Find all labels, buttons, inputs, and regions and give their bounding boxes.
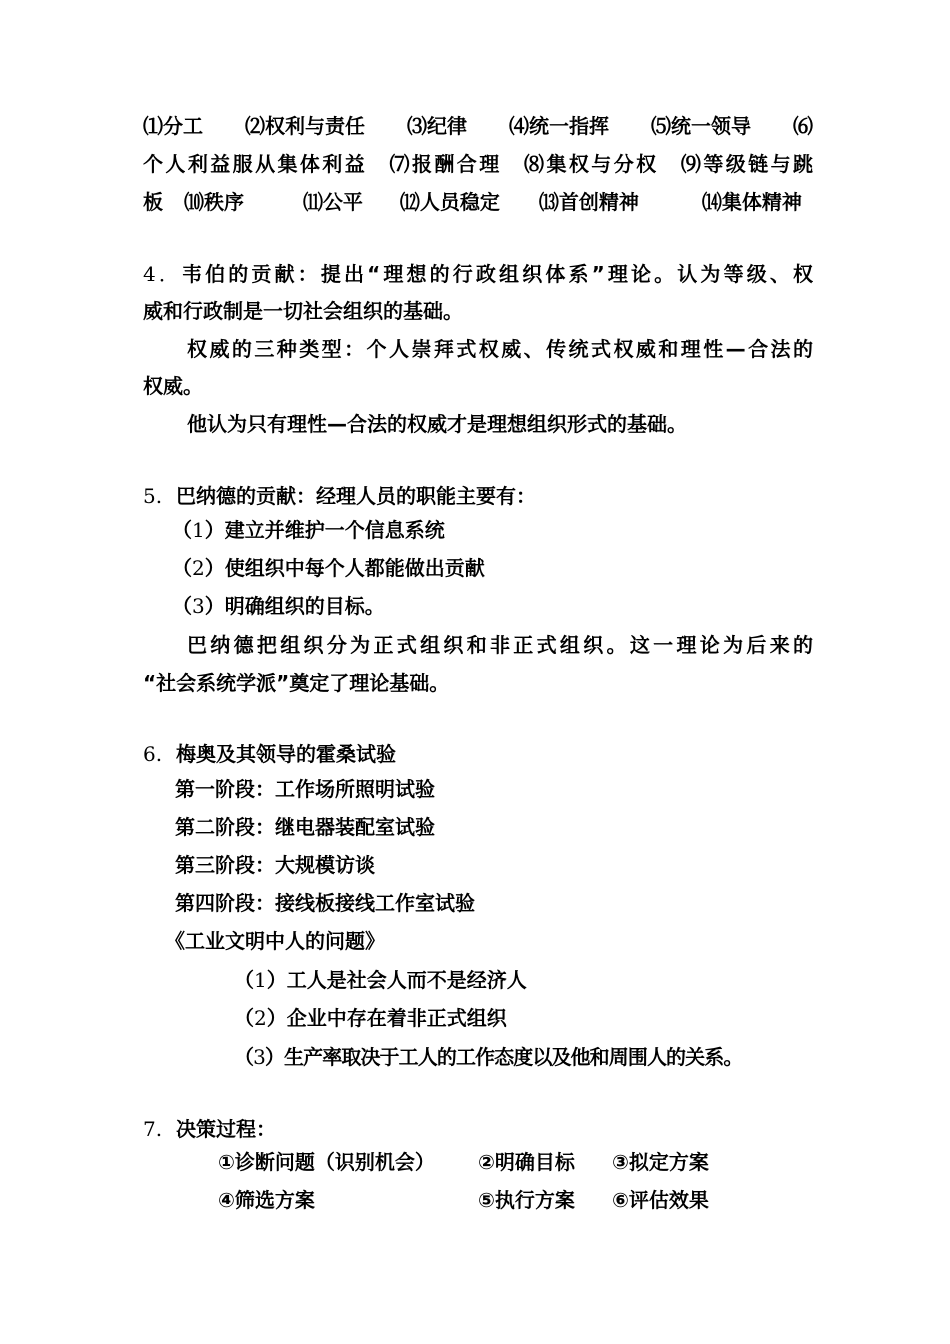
- weber-line-4: 权威。: [143, 374, 203, 398]
- fayol-principles-row-1: [143, 107, 813, 145]
- decision-step: ②明确目标: [478, 1150, 575, 1174]
- hawthorne-stage: 第二阶段：继电器装配室试验: [175, 815, 435, 839]
- mayo-point: （3）生产率取决于工人的工作态度以及他和周围人的关系。: [234, 1045, 743, 1069]
- section-title: 梅奥及其领导的霍桑试验: [176, 742, 397, 766]
- principle-item: ⑶纪律: [407, 114, 467, 138]
- principle-item: ⑵权利与责任: [245, 114, 365, 138]
- weber-conclusion: 他认为只有理性—合法的权威才是理想组织形式的基础。: [187, 412, 687, 436]
- principle-item: ⑷统一指挥: [509, 114, 609, 138]
- item-number: 3: [192, 594, 205, 618]
- item-text: 工人是社会人而不是经济人: [286, 968, 527, 992]
- hawthorne-stage: 第一阶段：工作场所照明试验: [175, 777, 435, 801]
- fayol-principles-row-2: 个人利益服从集体利益 ⑺报酬合理 ⑻集权与分权 ⑼等级链与跳: [143, 152, 813, 176]
- section-title: 巴纳德的贡献：经理人员的职能主要有：: [176, 484, 537, 508]
- fayol-principles-row-3: [143, 183, 802, 221]
- item-text: 使组织中每个人都能做出贡献: [224, 556, 485, 580]
- principle-item: ⑸统一领导: [651, 114, 751, 138]
- principle-item: ⒀首创精神: [538, 190, 639, 214]
- decision-step: ④筛选方案: [218, 1188, 315, 1212]
- item-text: 企业中存在着非正式组织: [286, 1006, 507, 1030]
- section-number: 5.: [143, 484, 163, 508]
- item-text: 明确组织的目标。: [224, 594, 385, 618]
- section-number: 7.: [143, 1117, 163, 1141]
- section-title: 决策过程：: [176, 1117, 277, 1141]
- weber-authority-types: 权威的三种类型：个人崇拜式权威、传统式权威和理性—合法的: [187, 337, 813, 361]
- decision-step: ③拟定方案: [612, 1150, 709, 1174]
- decision-step: ①诊断问题（识别机会）: [218, 1150, 435, 1174]
- barnard-paragraph-line-1: 巴纳德把组织分为正式组织和非正式组织。这一理论为后来的: [187, 633, 813, 657]
- principle-item: ⒁集体精神: [701, 190, 802, 214]
- barnard-function-item: （3）明确组织的目标。: [172, 594, 385, 618]
- barnard-function-item: （1）建立并维护一个信息系统: [172, 518, 445, 542]
- mayo-point: （1）工人是社会人而不是经济人: [234, 968, 527, 992]
- item-number: 2: [192, 556, 205, 580]
- item-number: 1: [254, 968, 267, 992]
- item-number: 2: [254, 1006, 267, 1030]
- principle-item: ⑴分工: [143, 114, 203, 138]
- decision-step: ⑥评估效果: [612, 1188, 709, 1212]
- decision-steps-row-2: [218, 1181, 778, 1219]
- decision-steps-row-1: [218, 1143, 778, 1181]
- principle-item: 板: [143, 190, 163, 214]
- decision-step: ⑤执行方案: [478, 1188, 575, 1212]
- weber-line-2: 威和行政制是一切社会组织的基础。: [143, 299, 463, 323]
- weber-line-1: [143, 255, 813, 293]
- item-number: 1: [192, 518, 205, 542]
- principle-item: ⑾公平: [302, 190, 363, 214]
- section-number: 4．: [143, 262, 182, 286]
- section-number: 6.: [143, 742, 163, 766]
- mayo-point: （2）企业中存在着非正式组织: [234, 1006, 507, 1030]
- principle-item: ⑽秩序: [183, 190, 244, 214]
- mayo-title: [143, 735, 813, 773]
- book-title: 《工业文明中人的问题》: [165, 929, 385, 953]
- barnard-paragraph-line-2: “社会系统学派”奠定了理论基础。: [143, 671, 450, 695]
- item-text: 建立并维护一个信息系统: [224, 518, 445, 542]
- hawthorne-stage: 第三阶段：大规模访谈: [175, 853, 375, 877]
- barnard-title: [143, 477, 813, 515]
- weber-text: 韦伯的贡献：提出“理想的行政组织体系”理论。认为等级、权: [182, 262, 813, 286]
- principle-item: ⑿人员稳定: [399, 190, 500, 214]
- item-text: 生产率取决于工人的工作态度以及他和周围人的关系。: [284, 1045, 743, 1069]
- item-number: 3: [253, 1045, 265, 1069]
- hawthorne-stage: 第四阶段：接线板接线工作室试验: [175, 891, 475, 915]
- principle-item: ⑹: [793, 114, 813, 138]
- barnard-function-item: （2）使组织中每个人都能做出贡献: [172, 556, 485, 580]
